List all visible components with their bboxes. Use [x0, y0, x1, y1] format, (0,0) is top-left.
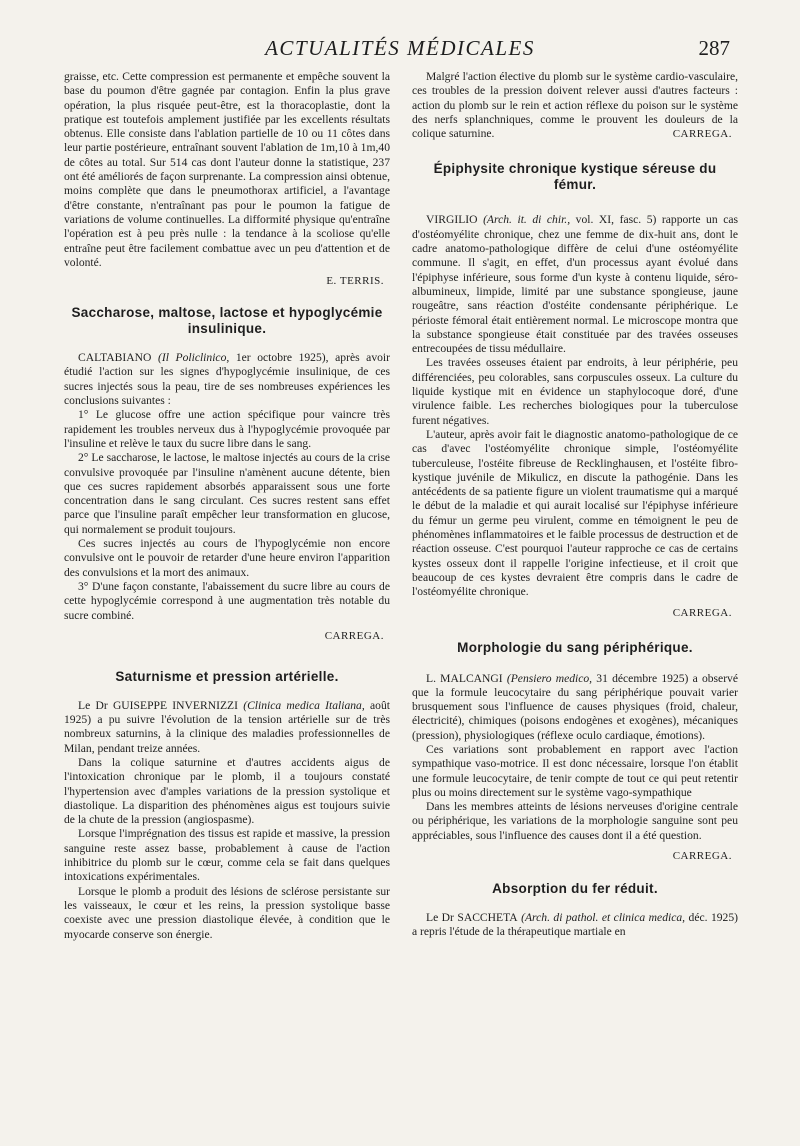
- epiphysite-signature: CARREGA.: [672, 606, 732, 619]
- saturnisme-signature: CARREGA.: [672, 128, 732, 141]
- doctor-prefix: Le Dr: [426, 911, 454, 925]
- saturnisme-paragraph: Lorsque l'imprégnation des tissus est rapide et massive, la pression sanguine reste assez basse, probablement à cause de l'action inhibitrice du plomb sur le cœur, comme cela se fait dans quelques intoxications expérimentales.: [64, 827, 390, 884]
- running-head: [0, 36, 800, 66]
- saturnisme-paragraph: Lorsque le plomb a produit des lésions de sclérose persistante sur les vaisseaux, le cœur et les reins, la pression systolique basse coexiste avec une pression diastolique élevée, à condition que le myocarde conserve son énergie.: [64, 884, 390, 941]
- morphologie-signature: CARREGA.: [672, 850, 732, 863]
- morphologie-lead: [412, 672, 738, 743]
- source-title: (Pensiero medico,: [506, 671, 593, 685]
- page-number: 287: [698, 36, 730, 60]
- saccharose-point: 2° Le saccharose, le lactose, le maltose injectés au cours de la crise convulsive provoquée par l'insuline n'amènent aucune détente, bien que ces sucres rapidement absorbés apparaissent sous une forte concentration dans le sang circulant. Ces sucres restent sans effet parce que l'insuline paraît empêcher leur transformation en glucose, qui normalement se produit toujours.: [64, 451, 390, 536]
- saccharose-point: 3° D'une façon constante, l'abaissement du sucre libre au cours de cette hypoglycémie correspond à une augmentation très notable du sucre combiné.: [64, 579, 390, 622]
- epiphysite-paragraph: Les travées osseuses étaient par endroits, à leur périphérie, peu différenciées, peu colorables, sans corpuscules osseux. La culture du liquide kystique mit en évidence un staphylocoque doré, d'une virulence faible. Les recherches biologiques pour la tuberculose furent négatives.: [412, 356, 738, 427]
- saturnisme-continued: Malgré l'action élective du plomb sur le système cardio-vasculaire, ces troubles de la pression doivent relever aussi d'autres facteurs : action du plomb sur le rein et action réflexe du poison sur le système des nerfs splanchniques, comme le prouvent les douleurs de la colique saturnine.: [412, 70, 738, 141]
- article-title-saccharose: Saccharose, maltose, lactose et hypoglycémie insulinique.: [71, 305, 383, 337]
- fer-lead: [412, 911, 738, 940]
- source-title: (Il Policlinico,: [157, 351, 230, 365]
- source-title: (Arch. di pathol. et clinica medica,: [521, 911, 686, 925]
- article-title-saturnisme: Saturnisme et pression artérielle.: [115, 668, 339, 684]
- lead-text: 31 décembre 1925) a observé que la formule leucocytaire du sang périphérique pouvait varier brusquement sous l'influence de causes physiques (froid, chaleur, électricité), chimiques (poisons endogènes et exogènes), mécaniques (pression), physiologiques (réflexe oculo cardiaque, émotions).: [412, 671, 738, 742]
- saccharose-lead: [64, 351, 390, 408]
- saturnisme-paragraph: Dans la colique saturnine et d'autres accidents aigus de l'intoxication chronique par le plomb, il a toujours constaté l'hypertension avec d'amples variations de la pression systolique et diastolique. La disparition des phénomènes aigus est toujours suivie de la chute de la pression (angiospasme).: [64, 755, 390, 827]
- source-title: (Clinica medica Italiana,: [243, 698, 365, 712]
- right-column: [412, 70, 738, 940]
- source-date: 1er octobre 1925),: [235, 351, 329, 365]
- saccharose-signature: CARREGA.: [324, 629, 384, 642]
- doctor-prefix: Le Dr: [78, 698, 108, 712]
- morphologie-paragraph: Ces variations sont probablement en rapport avec l'action sympathique vaso-motrice. Il est donc nécessaire, lorsque l'on établit une formule leucocytaire, de tenir compte de tout ce qui peut retentir plus ou moins directement sur le système vago-sympathique: [412, 742, 738, 799]
- lead-text: vol. XI, fasc. 5) rapporte un cas d'ostéomyélite chronique, chez une femme de dix-huit ans, dont le cadre anatomo-pathologique diffère de celui d'une ostéomyélite commune. Il s'agit, en effet, d'un processus ayant évolué dans l'épiphyse inférieure, sous forme d'un kyste à contenu liquide, séro-albumineux, limpide, limité par une substance spongieuse, jaune rougeâtre, sans réaction d'ostéite condensante périphérique. Le périoste fémoral était entièrement normal. Le microscope montra que la substance spongieuse était constituée par des travées osseuses entrecoupées de tissu médullaire.: [412, 213, 738, 356]
- intro-signature: E. TERRIS.: [326, 275, 384, 288]
- lead-text: après avoir étudié l'action sur les signes d'hypoglycémie insulinique, de ces sucres injectés sous la peau, tire de ses nombreuses expériences les conclusions suivantes :: [64, 351, 391, 408]
- saccharose-point: Ces sucres injectés au cours de l'hypoglycémie non encore convulsive ont le pouvoir de retarder d'une heure environ l'apparition des convulsions et la mort des animaux.: [64, 537, 390, 579]
- epiphysite-lead: [412, 213, 738, 356]
- article-title-fer: Absorption du fer réduit.: [492, 881, 658, 897]
- author-name: VIRGILIO: [426, 213, 478, 227]
- author-name: CALTABIANO: [78, 351, 152, 365]
- saturnisme-lead: [64, 699, 390, 756]
- author-name: GUISEPPE INVERNIZZI: [112, 698, 238, 712]
- epiphysite-paragraph: L'auteur, après avoir fait le diagnostic anatomo-pathologique de ce cas d'avec l'ostéomyélite chronique simple, l'ostéomyélite tuberculeuse, l'ostéite fibreuse de Recklinghausen, et l'ostéite fibro-kystique juvénile de Mikulicz, en discute la pathogénie. Dans les antécédents de sa patiente figure un violent traumatisme qui a marqué le début de la maladie et qui aurait localisé sur l'épiphyse inférieure du fémur un germe peu virulent, comme en témoignent le peu de phénomènes inflammatoires et le faible processus de destruction et de réaction osseuse. C'est pourquoi l'auteur rapproche ce cas de certains kystes osseux dont il rappelle l'origine infectieuse, et il croit que beaucoup de ces kystes devraient être compris dans le cadre de l'ostéomyélite chronique.: [412, 427, 738, 599]
- morphologie-paragraph: Dans les membres atteints de lésions nerveuses d'origine centrale ou périphérique, les variations de la morphologie sanguine sont peu appréciables, sous l'influence des causes dont il a été question.: [412, 800, 738, 842]
- intro-paragraph: graisse, etc. Cette compression est permanente et empêche souvent la base du poumon d'être gagnée par contagion. Enfin la plus grave opération, la plus risquée peut-être, est la thoracoplastie, dont la pratique est toutefois amplement justifiée par les excellents résultats obtenus. Elle consiste dans l'ablation partielle de 10 ou 11 côtes dans leur partie postérieure, entraînant souvent l'ablation de 1m,10 à 1m,40 de côtes au total. Sur 514 cas dont l'auteur donne la statistique, 237 ont été améliorés de façon surprenante. La compression ainsi obtenue, moins complète que dans le pneumothorax artificiel, a l'avantage d'être constante, n'entraînant pas pour le poumon la fatigue de variations de volume continuelles. La difformité physique qu'entraîne l'opération est à peu près nulle : la tendance à la scoliose qu'elle entraîne peut être facilement combattue avec un peu d'attention et de volonté.: [64, 70, 390, 269]
- left-column: [64, 70, 390, 942]
- article-title-epiphysite: Épiphysite chronique kystique séreuse du fémur.: [433, 161, 717, 193]
- article-title-morphologie: Morphologie du sang périphérique.: [457, 639, 693, 655]
- author-name: SACCHETA: [457, 911, 518, 925]
- lead-text: déc. 1925) a repris l'étude de la thérapeutique martiale en: [412, 911, 738, 939]
- lead-text: août 1925) a pu suivre l'évolution de la tension artérielle sur de très nombreux saturnins, à la clinique des maladies professionnelles de Milan, pendant treize années.: [64, 698, 390, 755]
- running-title: ACTUALITÉS MÉDICALES: [265, 36, 535, 60]
- source-title: (Arch. it. di chir.,: [483, 213, 571, 227]
- author-name: L. MALCANGI: [426, 671, 503, 685]
- saccharose-point: 1° Le glucose offre une action spécifique pour vaincre très rapidement les troubles nerveux dus à l'hypoglycémie provoquée par l'insuline et relève le taux du sucre libre dans le sang.: [64, 408, 390, 450]
